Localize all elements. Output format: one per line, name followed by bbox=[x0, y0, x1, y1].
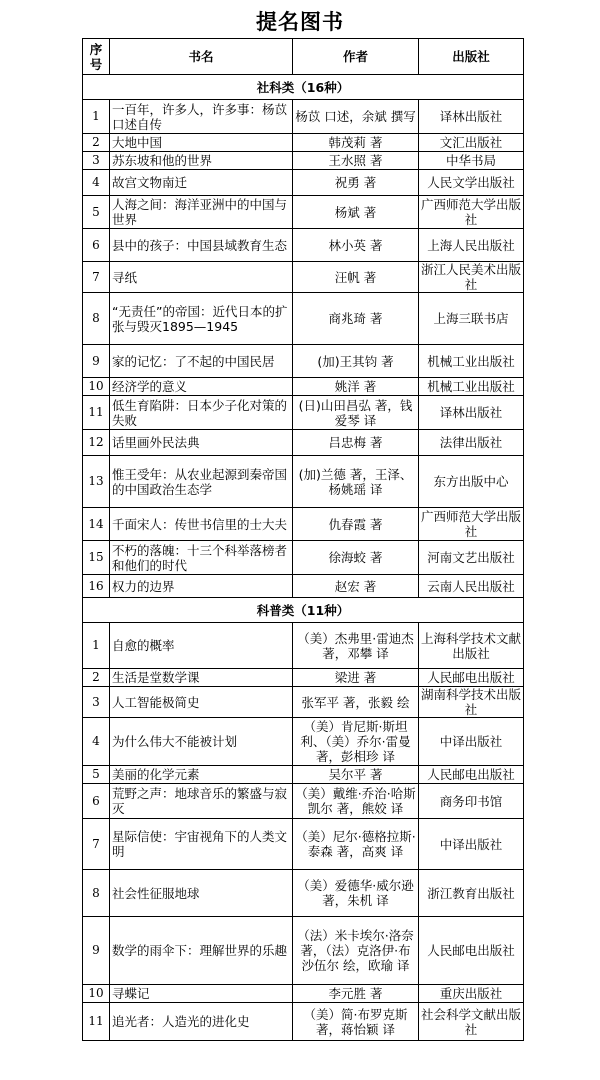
row-number: 7 bbox=[83, 819, 110, 870]
book-author: 姚洋 著 bbox=[293, 378, 419, 396]
book-publisher: 机械工业出版社 bbox=[419, 345, 524, 378]
book-publisher: 广西师范大学出版社 bbox=[419, 196, 524, 229]
book-title: 故宫文物南迁 bbox=[110, 170, 293, 196]
book-publisher: 东方出版中心 bbox=[419, 456, 524, 508]
table-row bbox=[83, 985, 524, 1003]
table-row bbox=[83, 917, 524, 985]
row-number: 15 bbox=[83, 541, 110, 575]
table-row bbox=[83, 456, 524, 508]
table-row bbox=[83, 378, 524, 396]
table-row bbox=[83, 430, 524, 456]
book-title: 苏东坡和他的世界 bbox=[110, 152, 293, 170]
section-label: 科普类（11种） bbox=[83, 598, 524, 623]
row-number: 11 bbox=[83, 396, 110, 430]
book-author: 商兆琦 著 bbox=[293, 293, 419, 345]
book-table bbox=[82, 38, 524, 1041]
book-title: 话里画外民法典 bbox=[110, 430, 293, 456]
table-row bbox=[83, 784, 524, 819]
row-number: 8 bbox=[83, 870, 110, 917]
book-title: 经济学的意义 bbox=[110, 378, 293, 396]
row-number: 13 bbox=[83, 456, 110, 508]
book-title: 不朽的落魄：十三个科举落榜者和他们的时代 bbox=[110, 541, 293, 575]
row-number: 3 bbox=[83, 152, 110, 170]
book-author: 韩茂莉 著 bbox=[293, 134, 419, 152]
book-publisher: 浙江人民美术出版社 bbox=[419, 262, 524, 293]
table-row bbox=[83, 134, 524, 152]
table-row bbox=[83, 508, 524, 541]
book-title: 家的记忆：了不起的中国民居 bbox=[110, 345, 293, 378]
book-title: 荒野之声：地球音乐的繁盛与寂灭 bbox=[110, 784, 293, 819]
book-title: “无责任”的帝国：近代日本的扩张与毁灭1895—1945 bbox=[110, 293, 293, 345]
table-row bbox=[83, 293, 524, 345]
book-publisher: 人民邮电出版社 bbox=[419, 766, 524, 784]
table-row bbox=[83, 819, 524, 870]
book-title: 追光者：人造光的进化史 bbox=[110, 1003, 293, 1041]
book-author: 吕忠梅 著 bbox=[293, 430, 419, 456]
book-publisher: 浙江教育出版社 bbox=[419, 870, 524, 917]
table-row bbox=[83, 345, 524, 378]
book-author: 梁进 著 bbox=[293, 669, 419, 687]
book-author: （美）肯尼斯·斯坦利、（美）乔尔·雷曼著，彭相珍 译 bbox=[293, 718, 419, 766]
section-label: 社科类（16种） bbox=[83, 75, 524, 100]
book-author: 林小英 著 bbox=[293, 229, 419, 262]
book-publisher: 中华书局 bbox=[419, 152, 524, 170]
book-publisher: 上海三联书店 bbox=[419, 293, 524, 345]
book-publisher: 商务印书馆 bbox=[419, 784, 524, 819]
book-title: 数学的雨伞下：理解世界的乐趣 bbox=[110, 917, 293, 985]
book-publisher: 人民文学出版社 bbox=[419, 170, 524, 196]
table-row bbox=[83, 541, 524, 575]
row-number: 2 bbox=[83, 134, 110, 152]
book-publisher: 中译出版社 bbox=[419, 819, 524, 870]
book-title: 自愈的概率 bbox=[110, 623, 293, 669]
book-author: 徐海蛟 著 bbox=[293, 541, 419, 575]
row-number: 10 bbox=[83, 985, 110, 1003]
book-publisher: 译林出版社 bbox=[419, 100, 524, 134]
row-number: 16 bbox=[83, 575, 110, 598]
table-row bbox=[83, 870, 524, 917]
table-row bbox=[83, 170, 524, 196]
book-author: （美）爱德华·威尔逊 著，朱机 译 bbox=[293, 870, 419, 917]
table-row bbox=[83, 669, 524, 687]
book-publisher: 云南人民出版社 bbox=[419, 575, 524, 598]
book-publisher: 中译出版社 bbox=[419, 718, 524, 766]
book-title: 美丽的化学元素 bbox=[110, 766, 293, 784]
table-body bbox=[83, 75, 524, 1041]
table-row bbox=[83, 152, 524, 170]
book-publisher: 机械工业出版社 bbox=[419, 378, 524, 396]
section-header-row bbox=[83, 598, 524, 623]
book-publisher: 社会科学文献出版社 bbox=[419, 1003, 524, 1041]
table-row bbox=[83, 196, 524, 229]
table-row bbox=[83, 575, 524, 598]
book-publisher: 上海科学技术文献出版社 bbox=[419, 623, 524, 669]
book-publisher: 文汇出版社 bbox=[419, 134, 524, 152]
row-number: 14 bbox=[83, 508, 110, 541]
book-author: (加)王其钧 著 bbox=[293, 345, 419, 378]
book-publisher: 法律出版社 bbox=[419, 430, 524, 456]
table-row bbox=[83, 100, 524, 134]
book-author: 杨斌 著 bbox=[293, 196, 419, 229]
row-number: 3 bbox=[83, 687, 110, 718]
section-header-row bbox=[83, 75, 524, 100]
header-no: 序号 bbox=[83, 39, 110, 75]
book-author: 汪帆 著 bbox=[293, 262, 419, 293]
header-book: 书名 bbox=[110, 39, 293, 75]
book-title: 人海之间：海洋亚洲中的中国与世界 bbox=[110, 196, 293, 229]
book-title: 千面宋人：传世书信里的士大夫 bbox=[110, 508, 293, 541]
book-title: 人工智能极简史 bbox=[110, 687, 293, 718]
page-title: 提名图书 bbox=[256, 10, 344, 34]
table-row bbox=[83, 687, 524, 718]
book-publisher: 人民邮电出版社 bbox=[419, 669, 524, 687]
book-title: 县中的孩子：中国县域教育生态 bbox=[110, 229, 293, 262]
book-title: 星际信使：宇宙视角下的人类文明 bbox=[110, 819, 293, 870]
row-number: 4 bbox=[83, 170, 110, 196]
table-header-row bbox=[83, 39, 524, 75]
row-number: 6 bbox=[83, 229, 110, 262]
table-row bbox=[83, 396, 524, 430]
book-publisher: 译林出版社 bbox=[419, 396, 524, 430]
header-author: 作者 bbox=[293, 39, 419, 75]
book-title: 权力的边界 bbox=[110, 575, 293, 598]
row-number: 9 bbox=[83, 917, 110, 985]
book-author: 吴尔平 著 bbox=[293, 766, 419, 784]
table-row bbox=[83, 766, 524, 784]
book-publisher: 上海人民出版社 bbox=[419, 229, 524, 262]
book-publisher: 重庆出版社 bbox=[419, 985, 524, 1003]
row-number: 4 bbox=[83, 718, 110, 766]
book-publisher: 广西师范大学出版社 bbox=[419, 508, 524, 541]
book-title: 一百年，许多人，许多事：杨苡口述自传 bbox=[110, 100, 293, 134]
book-title: 惟王受年：从农业起源到秦帝国的中国政治生态学 bbox=[110, 456, 293, 508]
book-author: （美）戴维·乔治·哈斯凯尔 著，熊姣 译 bbox=[293, 784, 419, 819]
book-title: 生活是堂数学课 bbox=[110, 669, 293, 687]
book-title: 为什么伟大不能被计划 bbox=[110, 718, 293, 766]
book-publisher: 湖南科学技术出版社 bbox=[419, 687, 524, 718]
row-number: 1 bbox=[83, 100, 110, 134]
book-author: 张军平 著，张毅 绘 bbox=[293, 687, 419, 718]
book-publisher: 河南文艺出版社 bbox=[419, 541, 524, 575]
book-author: (加)兰德 著，王泽、杨姚瑶 译 bbox=[293, 456, 419, 508]
book-title: 社会性征服地球 bbox=[110, 870, 293, 917]
book-author: 祝勇 著 bbox=[293, 170, 419, 196]
row-number: 12 bbox=[83, 430, 110, 456]
book-author: （美）杰弗里·雷迪杰 著，邓攀 译 bbox=[293, 623, 419, 669]
header-publisher: 出版社 bbox=[419, 39, 524, 75]
row-number: 5 bbox=[83, 766, 110, 784]
book-author: （法）米卡埃尔·洛奈 著，（法）克洛伊·布沙伍尔 绘，欧瑜 译 bbox=[293, 917, 419, 985]
row-number: 2 bbox=[83, 669, 110, 687]
book-publisher: 人民邮电出版社 bbox=[419, 917, 524, 985]
book-author: 仇春霞 著 bbox=[293, 508, 419, 541]
row-number: 1 bbox=[83, 623, 110, 669]
table-row bbox=[83, 1003, 524, 1041]
book-author: 杨苡 口述，余斌 撰写 bbox=[293, 100, 419, 134]
book-title: 寻纸 bbox=[110, 262, 293, 293]
row-number: 9 bbox=[83, 345, 110, 378]
book-author: （美）简·布罗克斯 著，蒋怡颖 译 bbox=[293, 1003, 419, 1041]
row-number: 7 bbox=[83, 262, 110, 293]
book-title: 寻蝶记 bbox=[110, 985, 293, 1003]
row-number: 10 bbox=[83, 378, 110, 396]
table-row bbox=[83, 718, 524, 766]
table-row bbox=[83, 623, 524, 669]
table-row bbox=[83, 229, 524, 262]
row-number: 6 bbox=[83, 784, 110, 819]
book-author: 李元胜 著 bbox=[293, 985, 419, 1003]
book-author: （美）尼尔·德格拉斯·泰森 著，高爽 译 bbox=[293, 819, 419, 870]
row-number: 8 bbox=[83, 293, 110, 345]
book-author: (日)山田昌弘 著，钱爱琴 译 bbox=[293, 396, 419, 430]
row-number: 5 bbox=[83, 196, 110, 229]
row-number: 11 bbox=[83, 1003, 110, 1041]
book-title: 大地中国 bbox=[110, 134, 293, 152]
table-row bbox=[83, 262, 524, 293]
book-author: 赵宏 著 bbox=[293, 575, 419, 598]
book-author: 王水照 著 bbox=[293, 152, 419, 170]
book-title: 低生育陷阱：日本少子化对策的失败 bbox=[110, 396, 293, 430]
